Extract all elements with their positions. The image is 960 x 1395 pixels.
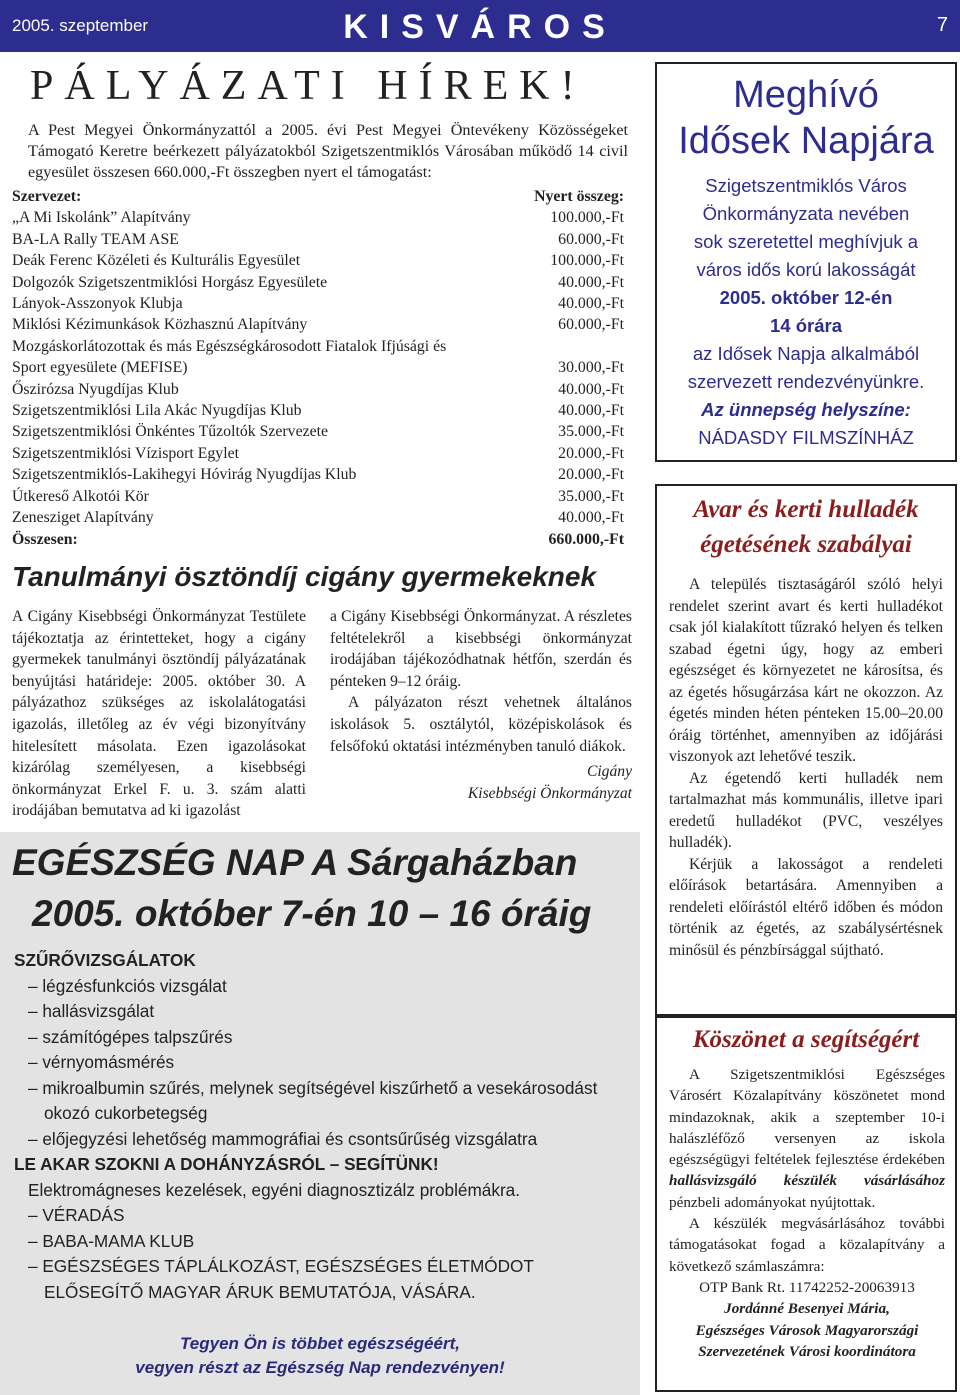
leaf-burning-title-1: Avar és kerti hulladék — [693, 496, 919, 523]
col-organization: Szervezet: — [12, 188, 82, 205]
thanks-paragraph-1: A Szigetszentmiklósi Egészséges Városért Közalapítvány köszönetet mond mindazoknak, akik a szeptember 10-i halászléfőző versenyen az iskola egészségügyi feltételek fejlesztése érdekében hallásvizsgáló készülék vásárlásához pénzbeli adományokat nyújtottak. — [669, 1066, 945, 1211]
footer-line-2: vegyen részt az Egészség Nap rendezvényen! — [135, 1358, 505, 1377]
invitation-line: város idős korú lakosságát — [696, 259, 916, 280]
health-day-program — [14, 948, 630, 1305]
invitation-line: Önkormányzata nevében — [702, 203, 910, 224]
invitation-line: szervezett rendezvényünkre. — [687, 371, 925, 392]
scholarship-signature-1: Cigány — [586, 763, 632, 781]
list-item: – VÉRADÁS — [28, 1205, 125, 1225]
list-item: – számítógépes talpszűrés — [28, 1026, 233, 1047]
leaf-burning-title — [657, 492, 955, 562]
table-row: Sport egyesülete (MEFISE) 30.000,-Ft — [12, 359, 624, 377]
thanks-paragraph-2: A készülék megvásárlásához további támogatásokat fogad a közalapítvány a következő számlaszámra: — [669, 1215, 945, 1275]
footer-line-1: Tegyen Ön is többet egészségéért, — [180, 1334, 460, 1353]
list-item: – vérnyomásmérés — [28, 1052, 175, 1072]
table-row: Szigetszentmiklósi Lila Akác Nyugdíjas Klub 40.000,-Ft — [12, 402, 624, 420]
col-amount: Nyert összeg: — [534, 188, 624, 205]
invitation-line: Szigetszentmiklós Város — [705, 175, 907, 196]
thanks-box — [655, 1016, 957, 1392]
leaf-burning-paragraph: A település tisztaságáról szóló helyi rendelet szerint avart és kerti hulladékot csak jól kialakított tűzrakó helyen és telken szabad égetni úgy, hogy az emberi egészséget és környezetet ne károsítsa, és az égetés hősugárzása kárt ne okozzon. Az égetés minden héten pénteken 15.00–20.00 óráig történhet, amennyiben az időjárási viszonyok azt lehetővé teszik. — [669, 576, 943, 765]
list-item: – BABA-MAMA KLUB — [28, 1230, 195, 1251]
leaf-burning-paragraph: Az égetendő kerti hulladék nem tartalmazhat más kommunális, illetve ipari eredetű hulladékot (PVC, veszélyes hulladék). — [669, 769, 943, 851]
invitation-time: 14 órára — [770, 315, 842, 336]
grant-total-row — [12, 529, 624, 550]
scholarship-column-1 — [12, 606, 306, 822]
table-row: „A Mi Iskolánk” Alapítvány 100.000,-Ft — [12, 209, 624, 227]
bank-account: OTP Bank Rt. 11742252-20063913 — [699, 1278, 915, 1296]
list-item: – hallásvizsgálat — [28, 1001, 155, 1021]
invitation-line: az Idősek Napja alkalmából — [692, 343, 920, 364]
invitation-line: sok szeretettel meghívjuk a — [693, 231, 919, 252]
list-item: – előjegyzési lehetőség mammográfiai és csontsűrűség vizsgálatra — [28, 1128, 538, 1149]
leaf-burning-paragraph: Kérjük a lakosságot a rendeleti előírások betartására. Amennyiben a rendeleti előírástól eltérő időben és módon történik az égetés, az szabálysértésnek minősül és pénzbírsággal sújtható. — [669, 855, 943, 959]
table-row: Mozgáskorlátozottak és más Egészségkárosodott Fiatalok Ifjúsági és — [12, 337, 447, 355]
screening-heading: SZŰRŐVIZSGÁLATOK — [14, 950, 196, 970]
thanks-title: Köszönet a segítségért — [692, 1026, 920, 1053]
scholarship-text-3: A pályázaton részt vehetnek általános iskolások 5. osztálytól, középiskolások és felsőfokú oktatási intézményben tanuló diákok. — [330, 694, 632, 755]
newspaper-title: KISVÁROS — [343, 8, 617, 46]
table-row: Zenesziget Alapítvány 40.000,-Ft — [12, 509, 624, 527]
invitation-box — [655, 62, 957, 462]
scholarship-text-1: A Cigány Kisebbségi Önkormányzat Testülete tájékoztatja az érintetteket, hogy a cigány gyermekek tanulmányi ösztöndíj pályázatának benyújtási határideje: 2005. október 30. A pályázathoz szükséges az iskolalátogatási igazolás, illetőleg az év végi bizonyítvány hitelesített másolata. Ezen igazolásokat kizárólag személyesen, a kisebbségi önkormányzat Erkel F. u. 3. szám alatti irodájában bemutatva ad ki igazolást — [12, 608, 306, 820]
list-item: – mikroalbumin szűrés, melynek segítségével kiszűrhető a vesekárosodást okozó cukorbetegség — [28, 1077, 598, 1123]
venue-name: NÁDASDY FILMSZÍNHÁZ — [698, 427, 914, 448]
page-number: 7 — [936, 14, 948, 36]
table-row: Lányok-Asszonyok Klubja 40.000,-Ft — [12, 295, 624, 313]
table-row: Deák Ferenc Közéleti és Kulturális Egyesület 100.000,-Ft — [12, 252, 624, 270]
leaf-burning-text — [657, 562, 955, 961]
palyazati-title: PÁLYÁZATI HÍREK! — [30, 63, 586, 109]
table-row: Szigetszentmiklós-Lakihegyi Hóvirág Nyugdíjas Klub 20.000,-Ft — [12, 466, 624, 484]
health-day-date: 2005. október 7-én 10 – 16 óráig — [32, 893, 592, 934]
invitation-title-1: Meghívó — [733, 74, 879, 116]
electro-notice: Elektromágneses kezelések, egyéni diagnosztizálz problémákra. — [28, 1179, 521, 1200]
scholarship-title: Tanulmányi ösztöndíj cigány gyermekeknek — [12, 561, 597, 592]
page-header — [0, 0, 960, 52]
invitation-title-2: Idősek Napjára — [678, 120, 934, 162]
palyazati-intro: A Pest Megyei Önkormányzattól a 2005. évi Pest Megyei Öntevékeny Közösségeket Támogató Keretre beérkezett pályázatokból Szigetszentmiklós Városában működő 14 civil egyesület összesen 660.000,-Ft összegben nyert el támogatást: — [28, 121, 628, 181]
smoking-notice: LE AKAR SZOKNI A DOHÁNYZÁSRÓL – SEGÍTÜNK! — [14, 1154, 439, 1174]
grant-table — [12, 186, 624, 550]
total-label: Összesen: — [12, 530, 78, 548]
scholarship-text-2: a Cigány Kisebbségi Önkormányzat. A részletes feltételekről a kisebbségi önkormányzat irodájában tájékozódhatnak hétfőn, szerdán és pénteken 9–12 óráig. — [330, 608, 632, 690]
issue-date: 2005. szeptember — [12, 16, 149, 35]
venue-label: Az ünnepség helyszíne: — [701, 399, 911, 420]
invitation-title — [657, 72, 955, 164]
scholarship-signature-2: Kisebbségi Önkormányzat — [467, 784, 632, 802]
thanks-signature-2: Egészséges Városok Magyarországi — [695, 1321, 919, 1339]
leaf-burning-title-2: égetésének szabályai — [700, 531, 912, 558]
list-item: – légzésfunkciós vizsgálat — [28, 975, 227, 996]
health-day-title: EGÉSZSÉG NAP A Sárgaházban — [12, 842, 578, 883]
list-item: – EGÉSZSÉGES TÁPLÁLKOZÁST, EGÉSZSÉGES ÉLETMÓDOT ELŐSEGÍTŐ MAGYAR ÁRUK BEMUTATÓJA, VÁSÁRA. — [28, 1256, 534, 1302]
invitation-text — [657, 172, 955, 452]
invitation-date: 2005. október 12-én — [719, 287, 893, 308]
table-row: Szigetszentmiklósi Önkéntes Tűzoltók Szervezete 35.000,-Ft — [12, 423, 624, 441]
table-row: Őszirózsa Nyugdíjas Klub 40.000,-Ft — [12, 380, 624, 398]
table-row: Miklósi Kézimunkások Közhasznú Alapítvány 60.000,-Ft — [12, 316, 624, 334]
health-day-footer — [0, 1332, 640, 1380]
leaf-burning-box — [655, 484, 957, 1016]
grant-table-header — [12, 186, 624, 207]
table-row: BA-LA Rally TEAM ASE 60.000,-Ft — [12, 230, 624, 248]
thanks-signature-3: Szervezetének Városi koordinátora — [698, 1342, 916, 1360]
thanks-signature-1: Jordánné Besenyei Mária, — [724, 1300, 890, 1318]
thanks-text — [657, 1054, 955, 1362]
table-row: Dolgozók Szigetszentmiklósi Horgász Egyesülete 40.000,-Ft — [12, 273, 624, 291]
total-amount: 660.000,-Ft — [548, 530, 624, 548]
table-row: Szigetszentmiklósi Vízisport Egylet 20.000,-Ft — [12, 444, 624, 462]
table-row: Útkereső Alkotói Kör 35.000,-Ft — [12, 487, 624, 505]
scholarship-column-2 — [330, 606, 632, 804]
